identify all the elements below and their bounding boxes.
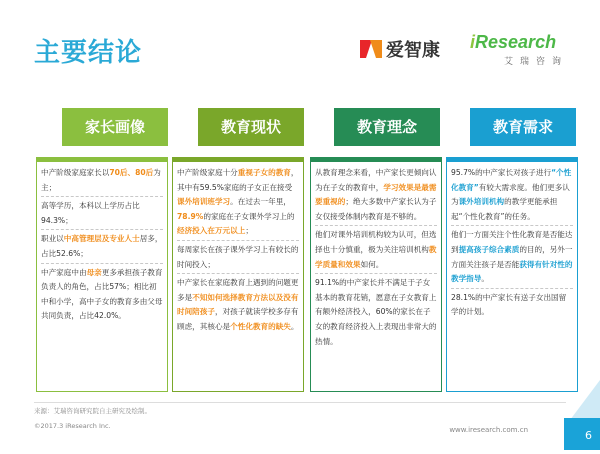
highlight-text: 提高孩子综合素质 xyxy=(458,244,520,254)
column-paragraph xyxy=(315,228,437,274)
copyright: ©2017.3 iResearch Inc. xyxy=(34,422,111,430)
column-paragraph xyxy=(315,276,437,350)
body-text: 。 xyxy=(481,274,489,284)
column-heading-education-philosophy: 教育理念 xyxy=(334,108,440,146)
column-paragraph xyxy=(451,166,573,226)
column-paragraph xyxy=(41,232,163,263)
body-text: 每周家长在孩子课外学习上有较长的时间投入； xyxy=(177,244,299,269)
body-text: 更多承担孩子教育负责人的角色，占比57%；相比初中和小学，高中子女的教育多由父母共同负责，占比42.0%。 xyxy=(41,267,163,321)
column-paragraph xyxy=(41,266,163,325)
column-paragraph xyxy=(177,166,299,241)
column-paragraph xyxy=(451,228,573,288)
highlight-text: 课外培训班学习 xyxy=(177,197,231,207)
column-body-education-status xyxy=(172,157,304,392)
body-text: 的教学更能承担起“个性化教育”的任务。 xyxy=(451,197,558,221)
column-heading-education-needs: 教育需求 xyxy=(470,108,576,146)
body-text: 中产家长在家庭教育上遇到的问题更多是 xyxy=(177,278,299,302)
body-text: ； xyxy=(245,226,253,236)
iresearch-logo xyxy=(470,32,570,67)
body-text: 91.1%的中产家长并不满足于子女基本的教育花销，愿意在子女教育上有额外经济投入，60%的家长在子女的教育经济投入上表现出非常大的热情。 xyxy=(315,278,437,346)
highlight-text: 78.9% xyxy=(177,211,204,221)
footer-divider xyxy=(34,402,566,403)
highlight-text: 中高管理层及专业人士 xyxy=(63,234,140,244)
page-title: 主要结论 xyxy=(34,38,143,68)
body-text: 中产阶级家庭十分 xyxy=(177,168,238,177)
column-paragraph xyxy=(451,291,573,321)
corner-decoration xyxy=(570,380,600,420)
column-heading-parent-profile: 家长画像 xyxy=(62,108,168,146)
highlight-text: 70后、80后 xyxy=(109,168,154,177)
highlight-text: 经济投入在万元以上 xyxy=(177,226,246,236)
highlight-text: 学习效果是最需要重视的 xyxy=(315,182,437,207)
highlight-text: 教学质量和效果 xyxy=(315,244,437,269)
body-text: 为主； xyxy=(41,168,161,192)
body-text: 。在过去一年里， xyxy=(230,197,291,207)
body-text: 高等学历，本科以上学历占比94.3%； xyxy=(41,201,140,225)
column-paragraph xyxy=(177,243,299,274)
aizhikang-logo-icon xyxy=(358,36,384,62)
column-body-education-philosophy xyxy=(310,157,442,392)
body-text: 他们一方面关注个性化教育是否能达到 xyxy=(451,230,573,254)
body-text: 有较大需求度。他们更多认为 xyxy=(451,182,570,207)
column-paragraph xyxy=(315,166,437,226)
aizhikang-text: 爱智康 xyxy=(386,40,440,61)
body-text: 如何。 xyxy=(360,259,384,269)
iresearch-i: i xyxy=(470,32,476,52)
body-text: 28.1%的中产家长有送子女出国留学的计划。 xyxy=(451,292,567,317)
body-text: 的目的，另外一方面关注孩子是否能 xyxy=(451,244,573,269)
column-heading-education-status: 教育现状 xyxy=(198,108,304,146)
body-text: 居多，占比52.6%； xyxy=(41,234,163,258)
highlight-text: 不知如何选择教育方法以及没有时间陪孩子 xyxy=(177,292,299,317)
highlight-text: 获得有针对性的教学指导 xyxy=(451,259,573,284)
body-text: 。 xyxy=(290,321,299,331)
website-url: www.iresearch.com.cn xyxy=(449,426,528,434)
body-text: ，其中有59.5%家庭的子女正在接受 xyxy=(177,168,299,192)
source-note: 来源：艾瑞咨询研究院自主研究及绘制。 xyxy=(34,407,151,415)
column-paragraph xyxy=(177,276,299,335)
body-text: 的家庭在子女课外学习上的 xyxy=(203,211,295,221)
body-text: 职业以 xyxy=(41,234,64,244)
body-text: 95.7%的中产家长对孩子进行 xyxy=(451,168,552,177)
highlight-text: “个性化教育” xyxy=(451,168,572,192)
body-text: ，对孩子就读学校多存有顾虑，其核心是 xyxy=(177,307,299,331)
logo-area xyxy=(358,30,568,70)
highlight-text: 重视子女的教育 xyxy=(237,168,291,177)
iresearch-subtitle: 艾瑞咨询 xyxy=(504,57,569,67)
column-paragraph xyxy=(41,166,163,197)
page-number: 6 xyxy=(564,418,600,450)
body-text: 他们对课外培训机构较为认可，但选择也十分慎重，极为关注培训机构 xyxy=(315,230,437,254)
column-paragraph xyxy=(41,199,163,230)
body-text: 中产家庭中由 xyxy=(41,267,87,277)
iresearch-text: Research xyxy=(475,32,557,52)
column-body-parent-profile xyxy=(36,157,168,392)
body-text: 从教育理念来看，中产家长更倾向认为在子女的教育中， xyxy=(315,168,437,192)
aizhikang-logo xyxy=(358,36,440,64)
body-text: 中产阶级家庭家长以 xyxy=(41,168,110,177)
highlight-text: 课外培训机构 xyxy=(458,197,505,207)
highlight-text: 母亲 xyxy=(86,267,102,277)
highlight-text: 个性化教育的缺失 xyxy=(230,321,291,331)
column-body-education-needs xyxy=(446,157,578,392)
body-text: ；绝大多数中产家长认为子女仅接受体制内教育是不够的。 xyxy=(315,197,437,221)
